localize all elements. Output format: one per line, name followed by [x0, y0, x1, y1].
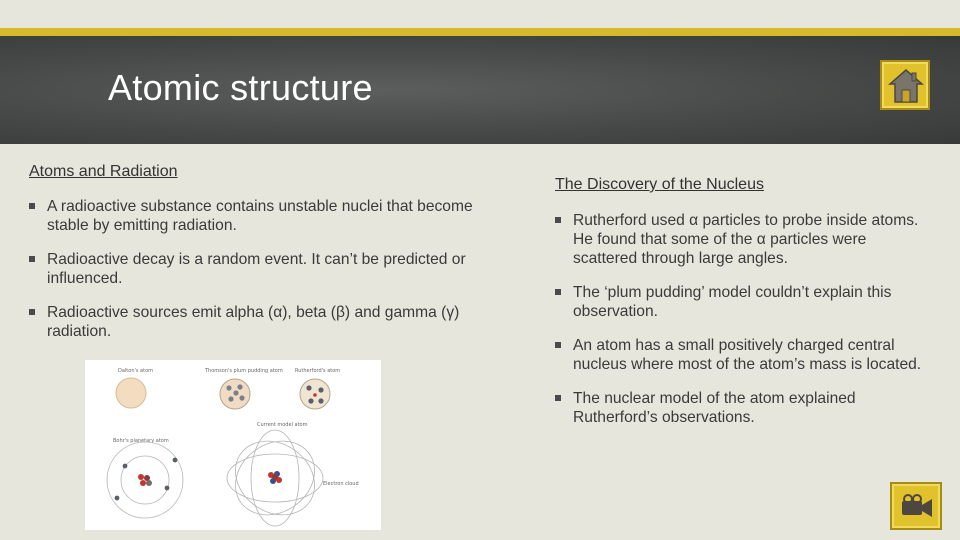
- top-stripe: [0, 0, 960, 28]
- list-item: [555, 389, 930, 427]
- slide-title: Atomic structure: [108, 67, 373, 108]
- right-bullet-list: [555, 211, 930, 442]
- bullet-icon: [555, 342, 561, 348]
- video-camera-icon: [900, 493, 934, 521]
- bullet-text: Radioactive decay is a random event. It can’t be predicted or influenced.: [47, 251, 466, 287]
- bohr-atom-icon: [107, 442, 183, 518]
- home-button[interactable]: [880, 60, 930, 110]
- atomic-models-figure: [85, 360, 381, 530]
- rutherford-atom-icon: [300, 379, 330, 409]
- bullet-icon: [555, 289, 561, 295]
- list-item: [555, 283, 930, 321]
- bullet-text: Radioactive sources emit alpha (α), beta (β) and gamma (γ) radiation.: [47, 304, 460, 340]
- figure-label: Dalton's atom: [118, 368, 154, 374]
- bullet-text: An atom has a small positively charged central nucleus where most of the atom’s mass is located.: [573, 337, 922, 373]
- figure-label: Bohr's planetary atom: [113, 438, 169, 444]
- accent-bar: [0, 28, 960, 36]
- figure-label: Current model atom: [257, 422, 308, 428]
- bullet-icon: [555, 395, 561, 401]
- left-heading: Atoms and Radiation: [29, 163, 178, 180]
- list-item: [29, 197, 509, 235]
- video-button[interactable]: [890, 482, 942, 530]
- bullet-icon: [29, 309, 35, 315]
- bullet-text: Rutherford used α particles to probe inside atoms. He found that some of the α particles were scattered through large angles.: [573, 212, 919, 267]
- list-item: [555, 336, 930, 374]
- list-item: [555, 211, 930, 268]
- current-model-atom-icon: [221, 426, 329, 530]
- list-item: [29, 250, 509, 288]
- bullet-text: The nuclear model of the atom explained Rutherford’s observations.: [573, 390, 856, 426]
- figure-label: Thomson's plum pudding atom: [205, 368, 283, 374]
- bullet-icon: [29, 256, 35, 262]
- bullet-icon: [555, 217, 561, 223]
- bullet-text: The ‘plum pudding’ model couldn’t explain this observation.: [573, 284, 892, 320]
- left-bullet-list: [29, 197, 509, 356]
- bullet-text: A radioactive substance contains unstable nuclei that become stable by emitting radiation.: [47, 198, 473, 234]
- right-heading: The Discovery of the Nucleus: [555, 176, 764, 193]
- bullet-icon: [29, 203, 35, 209]
- figure-label: Electron cloud: [323, 481, 359, 487]
- home-icon: [888, 67, 924, 105]
- dalton-atom-icon: [116, 378, 146, 408]
- list-item: [29, 303, 509, 341]
- figure-label: Rutherford's atom: [295, 368, 341, 374]
- plum-pudding-atom-icon: [220, 379, 250, 409]
